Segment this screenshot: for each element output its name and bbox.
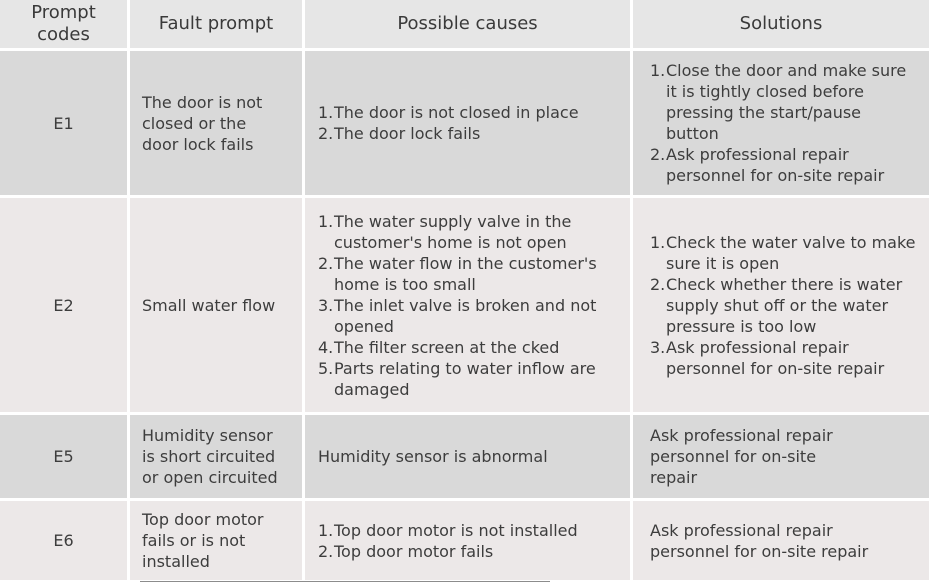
- item-number: 2.: [318, 253, 334, 273]
- item-text: The door lock fails: [334, 124, 481, 143]
- header-fault-prompt: Fault prompt: [130, 0, 302, 48]
- item-number: 4.: [318, 337, 334, 357]
- list-item: [318, 211, 597, 253]
- item-text: Ask professional repair personnel for on-site repair: [666, 337, 885, 378]
- prompt-code: E2: [53, 295, 74, 315]
- item-text: Check the water valve to make sure it is open: [666, 232, 916, 273]
- list-item: [318, 520, 578, 541]
- item-text: Ask professional repair personnel for on-site repair: [666, 145, 885, 185]
- header-prompt-codes: Prompt codes: [0, 0, 127, 48]
- cell-fault-prompt: [130, 501, 302, 580]
- header-solutions: Solutions: [633, 0, 929, 48]
- list-item: [318, 253, 597, 295]
- cell-possible-causes: [305, 501, 630, 580]
- cell-solutions: [633, 51, 929, 195]
- item-number: 3.: [650, 337, 666, 357]
- prompt-code: E1: [53, 113, 74, 133]
- item-text: Parts relating to water inflow are damaged: [334, 358, 596, 399]
- fault-prompt-text: The door is not closed or the door lock fails: [142, 92, 263, 154]
- list-item: [318, 102, 579, 123]
- item-text: The water flow in the customer's home is too small: [334, 253, 597, 294]
- list-item: [650, 274, 916, 337]
- causes-list: [318, 211, 597, 400]
- cell-possible-causes: [305, 415, 630, 498]
- cell-possible-causes: [305, 51, 630, 195]
- header-possible-causes: Possible causes: [305, 0, 630, 48]
- cell-prompt-code: [0, 198, 127, 412]
- list-item: [318, 123, 579, 144]
- item-number: 1.: [650, 61, 666, 80]
- cell-possible-causes: [305, 198, 630, 412]
- cell-solutions: [633, 198, 929, 412]
- cell-fault-prompt: [130, 198, 302, 412]
- cell-fault-prompt: [130, 51, 302, 195]
- item-number: 2.: [650, 274, 666, 294]
- fault-prompt-text: Small water flow: [142, 295, 276, 315]
- cell-prompt-code: [0, 501, 127, 580]
- item-text: The water supply valve in the customer's home is not open: [334, 211, 572, 252]
- solution-text: Ask professional repair personnel for on-site repair: [650, 426, 833, 487]
- item-number: 2.: [650, 145, 666, 164]
- item-number: 2.: [318, 541, 334, 561]
- fault-prompt-text: Humidity sensor is short circuited or open circuited: [142, 426, 278, 487]
- item-number: 1.: [318, 520, 334, 540]
- prompt-code: E5: [53, 447, 74, 466]
- item-text: Top door motor fails: [334, 541, 494, 561]
- item-text: The inlet valve is broken and not opened: [334, 295, 597, 336]
- item-text: Check whether there is water supply shut off or the water pressure is too low: [666, 274, 903, 336]
- bottom-rule: [140, 581, 550, 582]
- item-number: 5.: [318, 358, 334, 378]
- item-text: Close the door and make sure it is tightly closed before pressing the start/pause button: [666, 61, 907, 143]
- causes-list: [318, 520, 578, 562]
- cell-prompt-code: [0, 415, 127, 498]
- cell-prompt-code: [0, 51, 127, 195]
- item-number: 1.: [318, 211, 334, 231]
- list-item: [650, 232, 916, 274]
- item-text: Top door motor is not installed: [334, 520, 578, 540]
- list-item: [650, 144, 906, 186]
- solution-text: Ask professional repair personnel for on-site repair: [650, 520, 869, 561]
- list-item: [318, 541, 578, 562]
- list-item: [318, 295, 597, 337]
- item-text: The filter screen at the cked: [334, 337, 560, 357]
- solutions-list: [650, 60, 906, 186]
- item-number: 3.: [318, 295, 334, 315]
- cell-fault-prompt: [130, 415, 302, 498]
- item-number: 1.: [650, 232, 666, 252]
- list-item: [318, 337, 597, 358]
- cell-solutions: [633, 501, 929, 580]
- prompt-code: E6: [53, 531, 74, 550]
- list-item: [318, 358, 597, 400]
- cell-solutions: [633, 415, 929, 498]
- item-text: The door is not closed in place: [334, 103, 579, 122]
- list-item: [650, 337, 916, 379]
- fault-prompt-text: Top door motor fails or is not installed: [142, 510, 264, 571]
- list-item: [650, 60, 906, 144]
- item-number: 2.: [318, 124, 334, 143]
- solutions-list: [650, 232, 916, 379]
- cause-text: Humidity sensor is abnormal: [318, 447, 548, 466]
- causes-list: [318, 102, 579, 144]
- item-number: 1.: [318, 103, 334, 122]
